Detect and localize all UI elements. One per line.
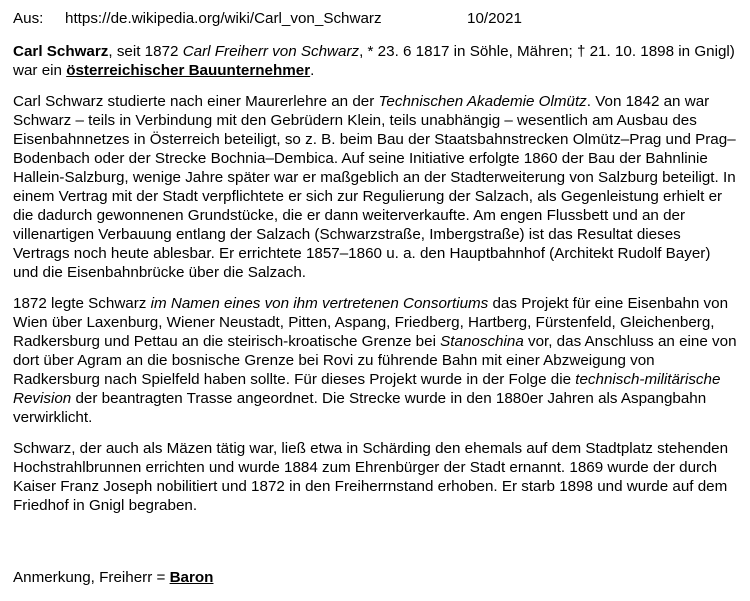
occupation-link[interactable]: österreichischer Bauunternehmer — [66, 62, 311, 79]
source-url: https://de.wikipedia.org/wiki/Carl_von_Schwarz — [65, 10, 382, 27]
source-date: 10/2021 — [467, 10, 522, 27]
footnote: Anmerkung, Freiherr = Baron — [13, 569, 214, 586]
person-name: Carl Schwarz — [13, 43, 109, 60]
document-page — [13, 9, 738, 586]
source-label: Aus: — [13, 10, 44, 27]
baron-link[interactable]: Baron — [169, 569, 214, 586]
paragraph-career: Carl Schwarz studierte nach einer Maurerlehre an der Technischen Akademie Olmütz. Von 1842 an war Schwarz – teils in Verbindung mit den Gebrüdern Klein, teils unabhängig – wesentlich am Ausbau des Eisenbahnnetzes in Österreich beteiligt, so z. B. beim Bau der Staatsbahnstrecken Olmütz–Prag und Prag–Bodenbach oder der Strecke Bochnia–Dembica. Auf seine Initiative erfolgte 1860 der Bau der Bahnlinie Hallein-Salzburg, wenige Jahre später war er maßgeblich an der Stadterweiterung von Salzburg beteiligt. In einem Vertrag mit der Stadt verpflichtete er sich zur Regulierung der Salzach, als Gegenleistung erhielt er die dadurch gewonnenen Grundstücke, die er dann weiterverkaufte. Am engen Flussbett und an der villenartigen Verbauung entlang der Salzach (Schwarzstraße, Imbergstraße) ist das Resultat dieses Vertrags noch heute ablesbar. Er errichtete 1857–1860 u. a. den Hauptbahnhof (Architekt Rudolf Bayer) und die Eisenbahnbrücke über die Salzach. — [13, 93, 736, 281]
paragraph-later-life: Schwarz, der auch als Mäzen tätig war, ließ etwa in Schärding den ehemals auf dem Stadtplatz stehenden Hochstrahlbrunnen errichten und wurde 1884 zum Ehrenbürger der Stadt ernannt. 1869 wurde der durch Kaiser Franz Joseph nobilitiert und 1872 in den Freiherrnstand erhoben. Er starb 1898 und wurde auf dem Friedhof in Gnigl begraben. — [13, 440, 729, 514]
academy-name: Technischen Akademie Olmütz — [378, 93, 587, 110]
intro-paragraph: Carl Schwarz, seit 1872 Carl Freiherr von Schwarz, * 23. 6 1817 in Söhle, Mähren; † 21. 10. 1898 in Gnigl) war ein österreichischer Bauunternehmer. — [13, 43, 735, 79]
paragraph-railway-project: 1872 legte Schwarz im Namen eines von ihm vertretenen Consortiums das Projekt für eine Eisenbahn von Wien über Laxenburg, Wiener Neustadt, Pitten, Aspang, Friedberg, Hartberg, Fürstenfeld, Gleichenberg, Radkersburg und Pettau an die steirisch-kroatische Grenze bei Stanoschina vor, das Anschluss an eine von dort über Agram an die bosnische Grenze bei Rovi zu führende Bahn mit einer Abzweigung von Radkersburg nach Spielfeld haben sollte. Für dieses Projekt wurde in der Folge die technisch-militärische Revision der beantragten Trasse angeordnet. Die Strecke wurde in den 1880er Jahren als Aspangbahn verwirklicht. — [13, 295, 737, 426]
source-header — [13, 9, 738, 28]
alt-name: Carl Freiherr von Schwarz — [182, 43, 360, 60]
